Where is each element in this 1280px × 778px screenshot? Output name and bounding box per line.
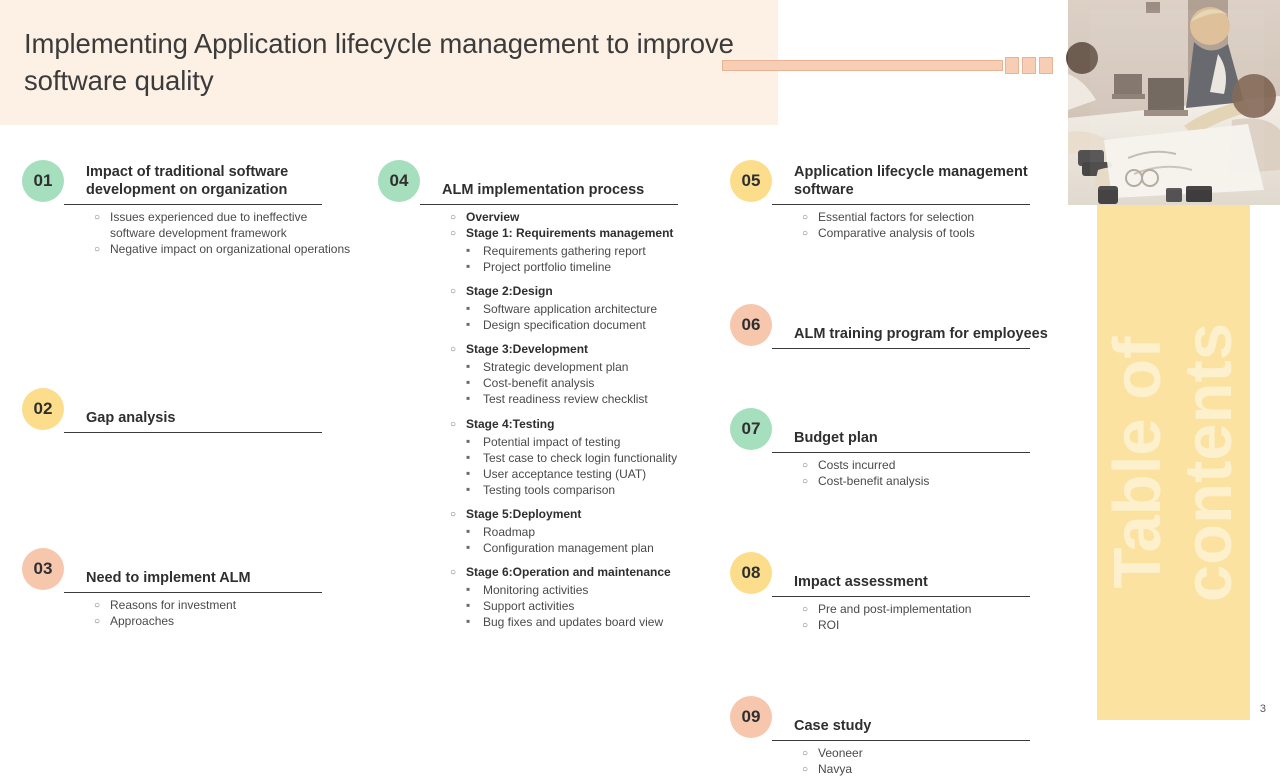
toc-item-09[interactable]	[730, 696, 1060, 778]
toc-sub-subitem[interactable]	[466, 301, 708, 317]
toc-subitem-label: Comparative analysis of tools	[818, 226, 975, 240]
toc-sub-subitem[interactable]	[466, 391, 708, 407]
toc-sub-subitem[interactable]	[466, 243, 708, 259]
circle-bullet-icon: ○	[450, 567, 457, 579]
toc-item-divider	[772, 596, 1030, 597]
toc-sub-subitem-label: Requirements gathering report	[483, 244, 646, 258]
circle-bullet-icon: ○	[802, 748, 809, 759]
toc-subitem-label: Pre and post-implementation	[818, 602, 972, 616]
toc-sub-subitem[interactable]	[466, 598, 708, 614]
toc-subitem[interactable]	[94, 598, 352, 614]
square-bullet-icon: ▪	[466, 317, 471, 332]
toc-item-heading	[86, 160, 352, 202]
square-bullet-icon: ▪	[466, 449, 471, 464]
toc-subitem-list	[94, 210, 352, 258]
toc-subitem-label: Stage 4:Testing	[466, 416, 555, 431]
circle-bullet-icon: ○	[94, 212, 101, 223]
photo-illustration	[1068, 0, 1280, 205]
toc-subitem-label: Navya	[818, 762, 853, 776]
toc-label-line1: Table of	[1100, 336, 1176, 589]
toc-number-badge-09: 09	[730, 696, 772, 738]
toc-sub-subitem[interactable]	[466, 317, 708, 333]
page-title: Implementing Application lifecycle management to improve software quality	[24, 28, 734, 96]
square-bullet-icon: ▪	[466, 481, 471, 496]
accent-square-2	[1022, 57, 1036, 74]
square-bullet-icon: ▪	[466, 243, 471, 257]
circle-bullet-icon: ○	[802, 460, 809, 471]
circle-bullet-icon: ○	[450, 286, 457, 298]
toc-sub-subitem-label: Monitoring activities	[483, 583, 589, 598]
square-bullet-icon: ▪	[466, 359, 471, 374]
circle-bullet-icon: ○	[802, 228, 809, 239]
toc-item-title: Application lifecycle management software	[794, 163, 1028, 199]
toc-sub-subitem[interactable]	[466, 434, 708, 450]
toc-item-05[interactable]	[730, 160, 1060, 242]
accent-square-1	[1005, 57, 1019, 74]
toc-subitem-group	[802, 474, 1060, 490]
toc-subitem[interactable]	[450, 342, 708, 358]
toc-subitem-list	[802, 746, 1060, 778]
toc-item-divider	[64, 204, 322, 205]
circle-bullet-icon: ○	[94, 599, 101, 611]
toc-subitem-group	[802, 458, 1060, 474]
circle-bullet-icon: ○	[802, 620, 809, 631]
toc-item-divider	[64, 592, 322, 593]
toc-item-04[interactable]	[378, 160, 708, 630]
toc-sub-subitem[interactable]	[466, 524, 708, 540]
toc-sub-subitem[interactable]	[466, 466, 708, 482]
toc-item-02[interactable]	[22, 388, 352, 430]
toc-sub-subitem-label: Software application architecture	[483, 302, 658, 317]
toc-subitem[interactable]	[802, 226, 1060, 242]
table-of-contents-label	[1097, 205, 1250, 720]
toc-sub-subitem-label: Bug fixes and updates board view	[483, 615, 664, 630]
toc-subitem[interactable]	[94, 614, 352, 630]
toc-sub-subitem-list	[466, 524, 708, 556]
circle-bullet-icon: ○	[450, 508, 457, 520]
circle-bullet-icon: ○	[802, 764, 809, 775]
toc-item-title: ALM implementation process	[442, 182, 645, 199]
toc-subitem[interactable]	[450, 210, 708, 226]
toc-subitem[interactable]	[94, 210, 352, 242]
toc-sub-subitem-label: Support activities	[483, 599, 575, 614]
toc-subitem[interactable]	[802, 210, 1060, 226]
toc-subitem-group	[802, 226, 1060, 242]
toc-sub-subitem[interactable]	[466, 375, 708, 391]
toc-sub-subitem-label: Test readiness review checklist	[483, 392, 648, 407]
toc-sub-subitem-label: User acceptance testing (UAT)	[483, 466, 647, 481]
toc-item-title: Gap analysis	[86, 410, 176, 427]
toc-subitem-label: Essential factors for selection	[818, 210, 975, 224]
toc-item-heading	[442, 160, 708, 202]
toc-number-badge-07: 07	[730, 408, 772, 450]
toc-subitem[interactable]	[450, 507, 708, 523]
toc-sub-subitem-label: Test case to check login functionality	[483, 450, 678, 465]
circle-bullet-icon: ○	[802, 212, 809, 223]
toc-item-divider	[420, 204, 678, 205]
toc-subitem-label: Stage 5:Deployment	[466, 506, 582, 521]
toc-subitem[interactable]	[802, 746, 1060, 762]
toc-subitem-list	[802, 210, 1060, 242]
toc-subitem-group	[94, 598, 352, 614]
toc-item-divider	[772, 348, 1030, 349]
toc-item-heading	[86, 388, 352, 430]
toc-subitem[interactable]	[802, 602, 1060, 618]
square-bullet-icon: ▪	[466, 523, 471, 538]
toc-item-title: Impact assessment	[794, 574, 928, 591]
toc-sub-subitem-label: Roadmap	[483, 524, 536, 539]
square-bullet-icon: ▪	[466, 259, 471, 274]
toc-subitem-label: Cost-benefit analysis	[818, 474, 930, 488]
toc-sub-subitem-list	[466, 434, 708, 498]
square-bullet-icon: ▪	[466, 375, 471, 390]
circle-bullet-icon: ○	[450, 418, 457, 430]
toc-subitem-list	[802, 458, 1060, 490]
square-bullet-icon: ▪	[466, 582, 471, 597]
toc-item-divider	[772, 204, 1030, 205]
toc-item-title: ALM training program for employees	[794, 326, 1048, 343]
toc-subitem-group	[802, 618, 1060, 634]
toc-number-badge-04: 04	[378, 160, 420, 202]
toc-item-06[interactable]	[730, 304, 1060, 346]
circle-bullet-icon: ○	[450, 344, 457, 356]
toc-item-title: Need to implement ALM	[86, 570, 251, 587]
toc-subitem-list	[94, 598, 352, 630]
team-meeting-photo	[1068, 0, 1280, 205]
toc-item-title: Case study	[794, 718, 872, 735]
toc-subitem-group	[94, 242, 352, 258]
square-bullet-icon: ▪	[466, 391, 471, 406]
toc-item-08[interactable]	[730, 552, 1060, 634]
toc-number-badge-06: 06	[730, 304, 772, 346]
toc-column-1	[22, 160, 352, 630]
toc-subitem-group	[450, 507, 708, 556]
toc-item-title: Impact of traditional software development on organization	[86, 163, 289, 199]
toc-sub-subitem[interactable]	[466, 540, 708, 556]
toc-item-heading	[794, 304, 1060, 346]
toc-subitem-group	[450, 342, 708, 407]
toc-sub-subitem-list	[466, 243, 708, 275]
square-bullet-icon: ▪	[466, 614, 471, 629]
square-bullet-icon: ▪	[466, 465, 471, 480]
toc-sub-subitem[interactable]	[466, 359, 708, 375]
toc-subitem-label: Stage 6:Operation and maintenance	[466, 565, 671, 580]
toc-item-01[interactable]	[22, 160, 352, 258]
toc-subitem-group	[450, 226, 708, 275]
toc-sub-subitem-label: Testing tools comparison	[483, 482, 616, 497]
toc-number-badge-08: 08	[730, 552, 772, 594]
square-bullet-icon: ▪	[466, 598, 471, 613]
toc-subitem-group	[94, 614, 352, 630]
toc-subitem-label: Stage 1: Requirements management	[466, 226, 674, 240]
circle-bullet-icon: ○	[450, 212, 457, 223]
toc-item-heading	[794, 160, 1060, 202]
circle-bullet-icon: ○	[94, 243, 101, 255]
toc-subitem-label: Stage 3:Development	[466, 342, 589, 357]
toc-subitem[interactable]	[450, 284, 708, 300]
toc-sub-subitem[interactable]	[466, 259, 708, 275]
toc-subitem-group	[802, 602, 1060, 618]
toc-sub-subitem[interactable]	[466, 450, 708, 466]
circle-bullet-icon: ○	[94, 615, 101, 627]
toc-sub-subitem-label: Cost-benefit analysis	[483, 376, 595, 391]
toc-item-divider	[772, 452, 1030, 453]
toc-item-07[interactable]	[730, 408, 1060, 490]
toc-subitem-label: Approaches	[110, 613, 175, 628]
toc-sub-subitem[interactable]	[466, 582, 708, 598]
toc-sub-subitem-label: Potential impact of testing	[483, 434, 621, 449]
square-bullet-icon: ▪	[466, 433, 471, 448]
toc-subitem-label: Reasons for investment	[110, 597, 237, 612]
accent-square-3	[1039, 57, 1053, 74]
toc-subitem-label: ROI	[818, 618, 840, 632]
toc-number-badge-03: 03	[22, 548, 64, 590]
circle-bullet-icon: ○	[802, 604, 809, 615]
toc-number-badge-05: 05	[730, 160, 772, 202]
toc-item-heading	[86, 548, 352, 590]
toc-sub-subitem[interactable]	[466, 482, 708, 498]
toc-subitem-group	[450, 417, 708, 498]
accent-bar-decoration	[722, 60, 1003, 71]
toc-label-line2: contents	[1170, 322, 1246, 603]
toc-sub-subitem-list	[466, 301, 708, 333]
toc-column-3	[730, 160, 1060, 778]
toc-subitem[interactable]	[450, 417, 708, 433]
toc-subitem[interactable]	[802, 458, 1060, 474]
page-number: 3	[1259, 703, 1266, 715]
toc-item-heading	[794, 696, 1060, 738]
toc-subitem-list	[802, 602, 1060, 634]
toc-sub-subitem-list	[466, 582, 708, 630]
toc-subitem-label: Costs incurred	[818, 458, 896, 472]
toc-item-divider	[64, 432, 322, 433]
toc-subitem-group	[450, 284, 708, 333]
toc-subitem-label: Negative impact on organizational operations	[110, 241, 351, 256]
circle-bullet-icon: ○	[802, 476, 809, 487]
toc-subitem[interactable]	[802, 474, 1060, 490]
toc-subitem[interactable]	[450, 565, 708, 581]
toc-subitem-group	[450, 210, 708, 226]
toc-sub-subitem-label: Project portfolio timeline	[483, 260, 612, 275]
toc-subitem-list	[450, 210, 708, 630]
toc-subitem[interactable]	[802, 618, 1060, 634]
toc-subitem-group	[802, 762, 1060, 778]
toc-subitem-group	[802, 210, 1060, 226]
toc-sub-subitem-label: Configuration management plan	[483, 540, 654, 555]
toc-subitem[interactable]	[94, 242, 352, 258]
toc-sub-subitem-label: Strategic development plan	[483, 360, 629, 375]
toc-subitem-group	[450, 565, 708, 630]
toc-subitem-label: Overview	[466, 210, 520, 224]
toc-item-03[interactable]	[22, 548, 352, 630]
toc-item-divider	[772, 740, 1030, 741]
toc-column-2	[378, 160, 708, 630]
square-bullet-icon: ▪	[466, 539, 471, 554]
toc-sub-subitem-list	[466, 359, 708, 407]
circle-bullet-icon: ○	[450, 228, 457, 239]
toc-item-heading	[794, 408, 1060, 450]
toc-subitem-group	[94, 210, 352, 242]
toc-subitem[interactable]	[802, 762, 1060, 778]
accent-squares-decoration	[1005, 57, 1053, 74]
toc-item-heading	[794, 552, 1060, 594]
toc-subitem[interactable]	[450, 226, 708, 242]
toc-subitem-label: Issues experienced due to ineffective software development framework	[110, 210, 308, 240]
toc-subitem-label: Veoneer	[818, 746, 863, 760]
toc-number-badge-01: 01	[22, 160, 64, 202]
toc-number-badge-02: 02	[22, 388, 64, 430]
square-bullet-icon: ▪	[466, 301, 471, 316]
toc-item-title: Budget plan	[794, 430, 878, 447]
toc-subitem-label: Stage 2:Design	[466, 284, 553, 299]
toc-subitem-group	[802, 746, 1060, 762]
toc-sub-subitem-label: Design specification document	[483, 318, 646, 333]
toc-sub-subitem[interactable]	[466, 614, 708, 630]
